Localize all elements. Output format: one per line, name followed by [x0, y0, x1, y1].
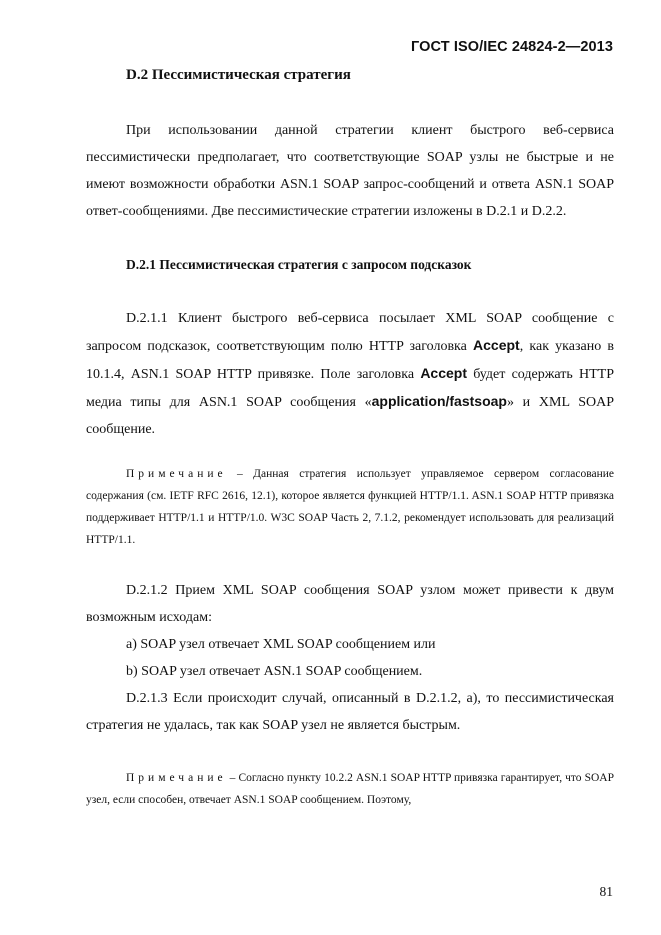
page-number: 81: [599, 884, 613, 899]
section-d2-intro: При использовании данной стратегии клиент быстрого веб-сервиса пессимистически предполагает, что соответствующие SOAP узлы не быстрые и не имеют возможности обработки ASN.1 SOAP запрос-сообщений и ответа ASN.1 SOAP ответ-сообщениями. Две пессимистические стратегии изложены в D.2.1 и D.2.2.: [86, 123, 614, 219]
accept-header-term-2: Accept: [420, 365, 467, 381]
paragraph-d211: [86, 305, 614, 443]
section-d21-heading: D.2.1 Пессимистическая стратегия с запросом подсказок: [126, 257, 472, 272]
page-content: [86, 64, 614, 811]
paragraph-d211-tail: » и XML SOAP сообщение.: [86, 395, 614, 437]
paragraph-d211-part3: будет содержать HTTP медиа типы для ASN.1 SOAP сообщения: [86, 367, 614, 410]
paragraph-d213: D.2.1.3 Если происходит случай, описанный в D.2.1.2, a), то пессимистическая стратегия не удалась, так как SOAP узел не является быстрым.: [86, 691, 614, 733]
list-item-a: a) SOAP узел отвечает XML SOAP сообщением или: [126, 637, 436, 652]
open-quote: «: [364, 395, 372, 410]
media-type-term: application/fastsoap: [371, 393, 507, 409]
paragraph-d211-part2: , как указано в 10.1.4, ASN.1 SOAP HTTP привязке. Поле заголовка: [86, 339, 614, 382]
note-2-label: Примечание: [126, 772, 227, 784]
section-d2-heading: D.2 Пессимистическая стратегия: [126, 67, 351, 83]
note-1-text: – Данная стратегия использует управляемое сервером согласование содержания (см. IETF RFC 2616, 12.1), которое является функцией HTTP/1.1. ASN.1 SOAP HTTP привязка поддерживает HTTP/1.1 и HTTP/1.0. W3C SOAP Часть 2, 7.1.2, рекомендует использовать для реализаций HTTP/1.1.: [86, 468, 614, 546]
paragraph-d211-part1: D.2.1.1 Клиент быстрого веб-сервиса посылает XML SOAP сообщение с запросом подсказок, соответствующим полю HTTP заголовка: [86, 311, 614, 354]
note-1: [86, 463, 614, 551]
note-1-label: Примечание: [126, 468, 227, 480]
paragraph-d212: D.2.1.2 Прием XML SOAP сообщения SOAP узлом может привести к двум возможным исходам:: [86, 583, 614, 625]
accept-header-term: Accept: [473, 337, 520, 353]
list-item-b: b) SOAP узел отвечает ASN.1 SOAP сообщением.: [126, 664, 423, 679]
document-code-header: ГОСТ ISO/IEC 24824-2—2013: [411, 39, 613, 55]
note-2: [86, 767, 614, 811]
note-2-text: – Согласно пункту 10.2.2 ASN.1 SOAP HTTP привязка гарантирует, что SOAP узел, если способен, отвечает ASN.1 SOAP сообщением. Поэтому,: [86, 772, 614, 806]
